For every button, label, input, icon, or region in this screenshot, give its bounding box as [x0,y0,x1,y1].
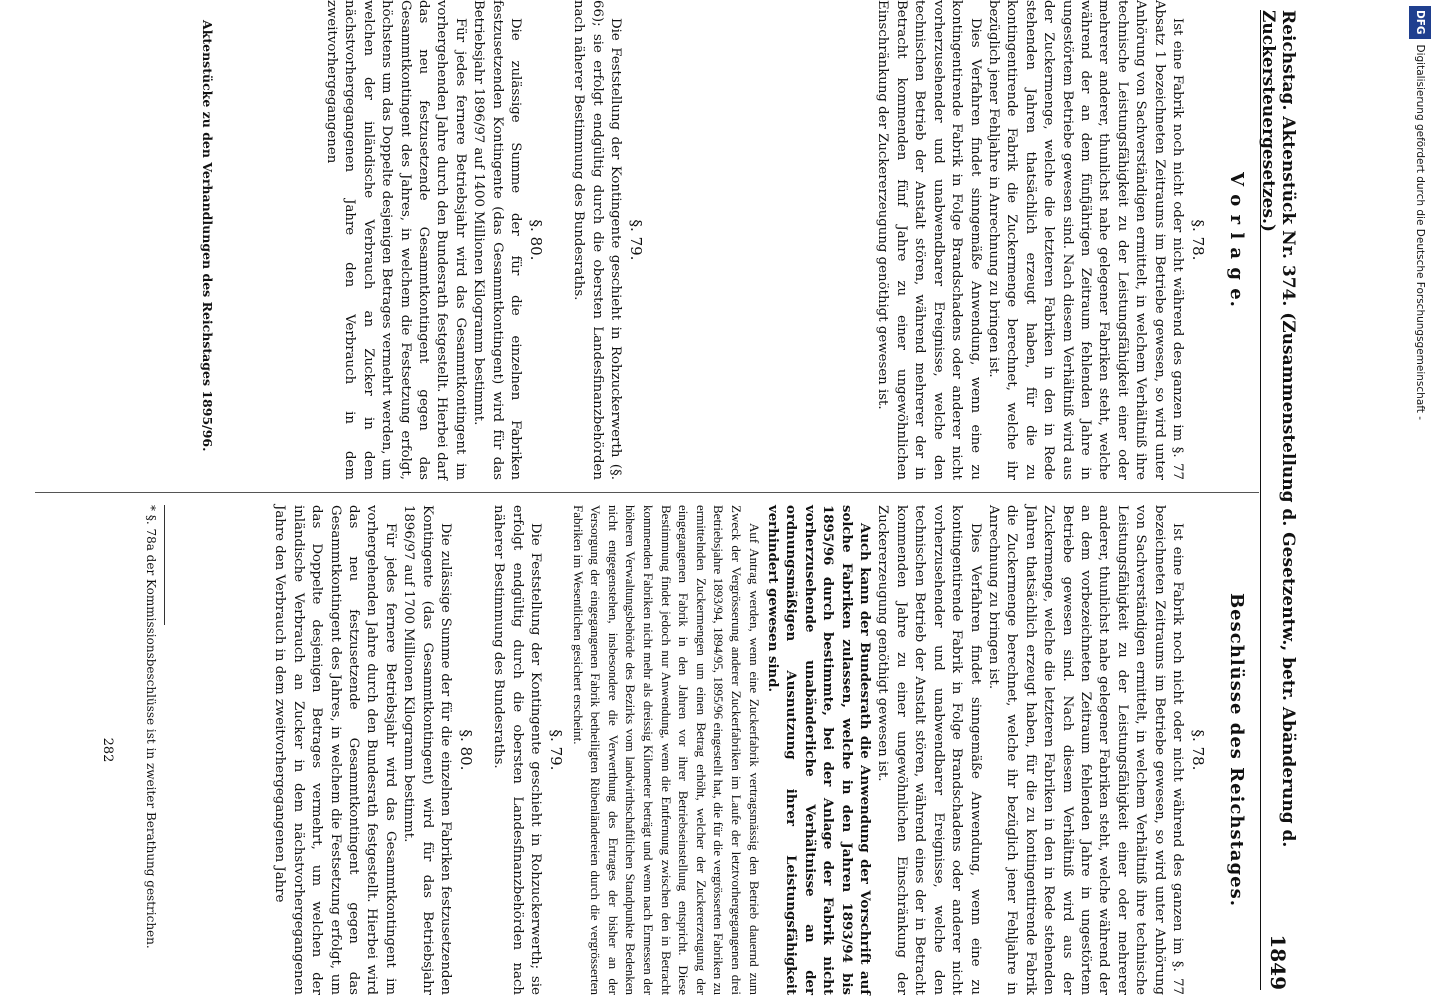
section-heading: §. 79. [547,729,565,771]
paragraph: Für jedes fernere Betriebsjahr wird das Gesammtkontingent im vorhergehenden Jahre durch den Bundesrath festgestellt. Hierbei darf das neu festzusetzende Gesammtkontingent gegen das Gesammtkontingent des Jahres, in welchem die Festsetzung erfolgt, höchstens um das Doppelte desjenigen Betrages vermehrt werden, um welchen der inländische Verbrauch an Zucker in dem nächstvorhergegangenen Jahre den Verbrauch in dem zweitvorhergegangenen [323,0,468,480]
section-78-beschluesse [569,505,1207,995]
section-80-beschluesse [270,505,475,995]
column-beschluesse [35,505,1255,995]
paragraph: Ist eine Fabrik noch nicht oder nicht während des ganzen im §. 77 Absatz 1 bezeichneten Zeitraums im Betriebe gewesen, so wird unter Anhörung von Sachverständigen ermittelt, in welchem Verhältniß ihre technische Leistungsfähigkeit zu der Leistungsfähigkeit einer oder mehrerer anderer, thunlichst nahe gelegener Fabriken steht, welche während der an dem fünfjährigen Zeitraum fehlenden Jahre in ungestörtem Betriebe gewesen sind. Nach diesem Verhältniß wird aus der Zuckermenge, welche die letzteren Fabriken in den in Rede stehenden Jahren thatsächlich erzeugt haben, für die zu kontingentirende Fabrik die Zuckermenge berechnet, welche ihr bezüglich jener Fehljahre in Anrechnung zu bringen ist. [985,0,1185,480]
dfg-logo: DFG [1409,6,1431,39]
paragraph: Die Feststellung der Kontingente geschieht in Rohzuckerwerth (§. 66); sie erfolgt endgültig durch die obersten Landesfinanzbehörden nach näherer Bestimmung des Bundesraths. [571,0,623,480]
column-vorlage [35,0,1255,480]
column-title-beschluesse: Beschlüsse des Reichstages. [1226,592,1247,908]
section-79-beschluesse [489,505,565,995]
paragraph: Dies Verfahren findet sinngemäße Anwendung, wenn eine zu kontingentirende Fabrik in Folge Brandschadens oder anderer nicht vorherzusehender und unabwendbarer Ereignisse, welche den technischen Betrieb der Anstalt stören, während mehrerer der in Betracht kommenden fünf Jahre zu einer ungewöhnlichen Einschränkung der Zuckererzeugung genöthigt gewesen ist. [875,0,983,480]
digitization-credit-text-wrap [1409,6,1431,994]
section-heading: §. 80. [527,219,545,261]
section-78-vorlage [873,0,1207,480]
column-title-vorlage: V o r l a g e. [1226,172,1247,308]
page-number: 1849 [1266,934,1290,990]
paragraph: Für jedes fernere Betriebsjahr wird das Gesammtkontingent im vorhergehenden Jahre durch den Bundesrath festgestellt. Hierbei wird das neu festzusetzende Gesammtkontingent gegen das Gesammtkontingent des Jahres, in welchem die Festsetzung erfolgt, um das Doppelte desjenigen Betrages vermehrt, um welchen der inländische Verbrauch an Zucker in dem nächstvorhergegangenen Jahre den Verbrauch in dem zweitvorhergegangenen Jahre [272,505,398,995]
paragraph-bold-amendment: Auch kann der Bundesrath die Anwendung der Vorschrift auf solche Fabriken zulassen, welche in den Jahren 1893/94 bis 1895/96 durch bestimmte, bei der Anlage der Fabrik nicht vorherzusehende unabänderliche Verhältnisse an der ordnungsmäßigen Ausnutzung ihrer Leistungsfähigkeit verhindert gewesen sind. [765,505,873,995]
rotated-document-page [35,0,1298,1000]
column-divider [35,492,1259,493]
folio-number: 282 [100,737,115,763]
paragraph: Dies Verfahren findet sinngemäße Anwendung, wenn eine zu kontingentirende Fabrik in Folge Brandschadens oder anderer nicht vorherzusehender und unabwendbarer Ereignisse, welche den technischen Betrieb der Anstalt stören, während eines der in Betracht kommenden Jahre zu einer ungewöhnlichen Einschränkung der Zuckererzeugung genöthigt gewesen ist. [875,505,983,995]
section-heading: §. 78. [1189,729,1207,771]
paragraph: Die zulässige Summe der für die einzelnen Fabriken festzusetzenden Kontingente (das Gesammtkontingent) wird für das Betriebsjahr 1896/97 auf 1400 Millionen Kilogramm bestimmt. [471,0,523,480]
paragraph: Ist eine Fabrik noch nicht oder nicht während des ganzen im §. 77 bezeichneten Zeitraums im Betriebe gewesen, so wird unter Anhörung von Sachverständigen ermittelt, in welchem Verhältniß ihre technische Leistungsfähigkeit zu der Leistungsfähigkeit einer oder mehrerer anderer, thunlichst nahe gelegener Fabriken steht, welche während der an dem vorbezeichneten Zeitraum fehlenden Jahre in ungestörtem Betriebe gewesen sind. Nach diesem Verhältniß wird aus der Zuckermenge, welche die letzteren Fabriken in den in Rede stehenden Jahren thatsächlich erzeugt haben, für die zu kontingentirende Fabrik die Zuckermenge berechnet, welche ihr bezüglich jener Fehljahre in Anrechnung zu bringen ist. [985,505,1185,995]
paragraph: Die zulässige Summe der für die einzelnen Fabriken festzusetzenden Kontingente (das Gesammtkontingent) wird für das Betriebsjahr 1896/97 auf 1700 Millionen Kilogramm bestimmt. [401,505,453,995]
page-footer: Aktenstücke zu den Verhandlungen des Reichstages 1895/96. [200,20,215,452]
section-heading: §. 79. [627,219,645,261]
section-79-vorlage [569,0,645,480]
section-80-vorlage [322,0,545,480]
section-heading: §. 80. [457,729,475,771]
section-heading: §. 78. [1189,219,1207,261]
running-head-title: Reichstag. Aktenstück Nr. 374. (Zusammenstellung d. Gesetzentw., betr. Abänderung d. Zuckersteuergesetzes.) [1258,10,1298,848]
digitization-credit-text: Digitalisierung gefördert durch die Deutsche Forschungsgemeinschaft - [1414,44,1426,421]
paragraph-amendment: Auf Antrag werden, wenn eine Zuckerfabrik vertragsmässig den Betrieb dauernd zum Zweck der Vergrösserung anderer Zuckerfabriken im Laufe der letztvorhergegangenen drei Betriebsjahre 1893/94, 1894/95, 1895/96 eingestellt hat, die für die vergrösserten Fabriken zu ermittelnden Zuckermengen um einen Betrag erhöht, welcher der Zuckererzeugung der eingegangenen Fabrik in den Jahren vor ihrer Betriebseinstellung entspricht. Diese Bestimmung findet jedoch nur Anwendung, wenn die Entfernung zwischen den in Betracht kommenden Fabriken nicht mehr als dreissig Kilometer beträgt und wenn nach Ermessen der höheren Verwaltungsbehörde des Bezirks vom landwirthschaftlichen Standpunkte Bedenken nicht entgegenstehen, insbesondere die Verwerthung des Ertrages der bisher an der Versorgung der eingegangenen Fabrik betheiligten Rübenländereien durch die vergrösserten Fabriken im Wesentlichen gesichert erscheint. [570,505,762,995]
footnote: * §. 78a der Kommissionsbeschlüsse ist in zweiter Berathung gestrichen. [144,505,158,949]
footnote-rule [164,505,165,625]
paragraph: Die Feststellung der Kontingente geschieht in Rohzuckerwerth; sie erfolgt endgültig durch die obersten Landesfinanzbehörden nach näherer Bestimmung des Bundesraths. [491,505,543,995]
digitization-credit [1409,6,1431,994]
running-head [1258,10,1298,990]
